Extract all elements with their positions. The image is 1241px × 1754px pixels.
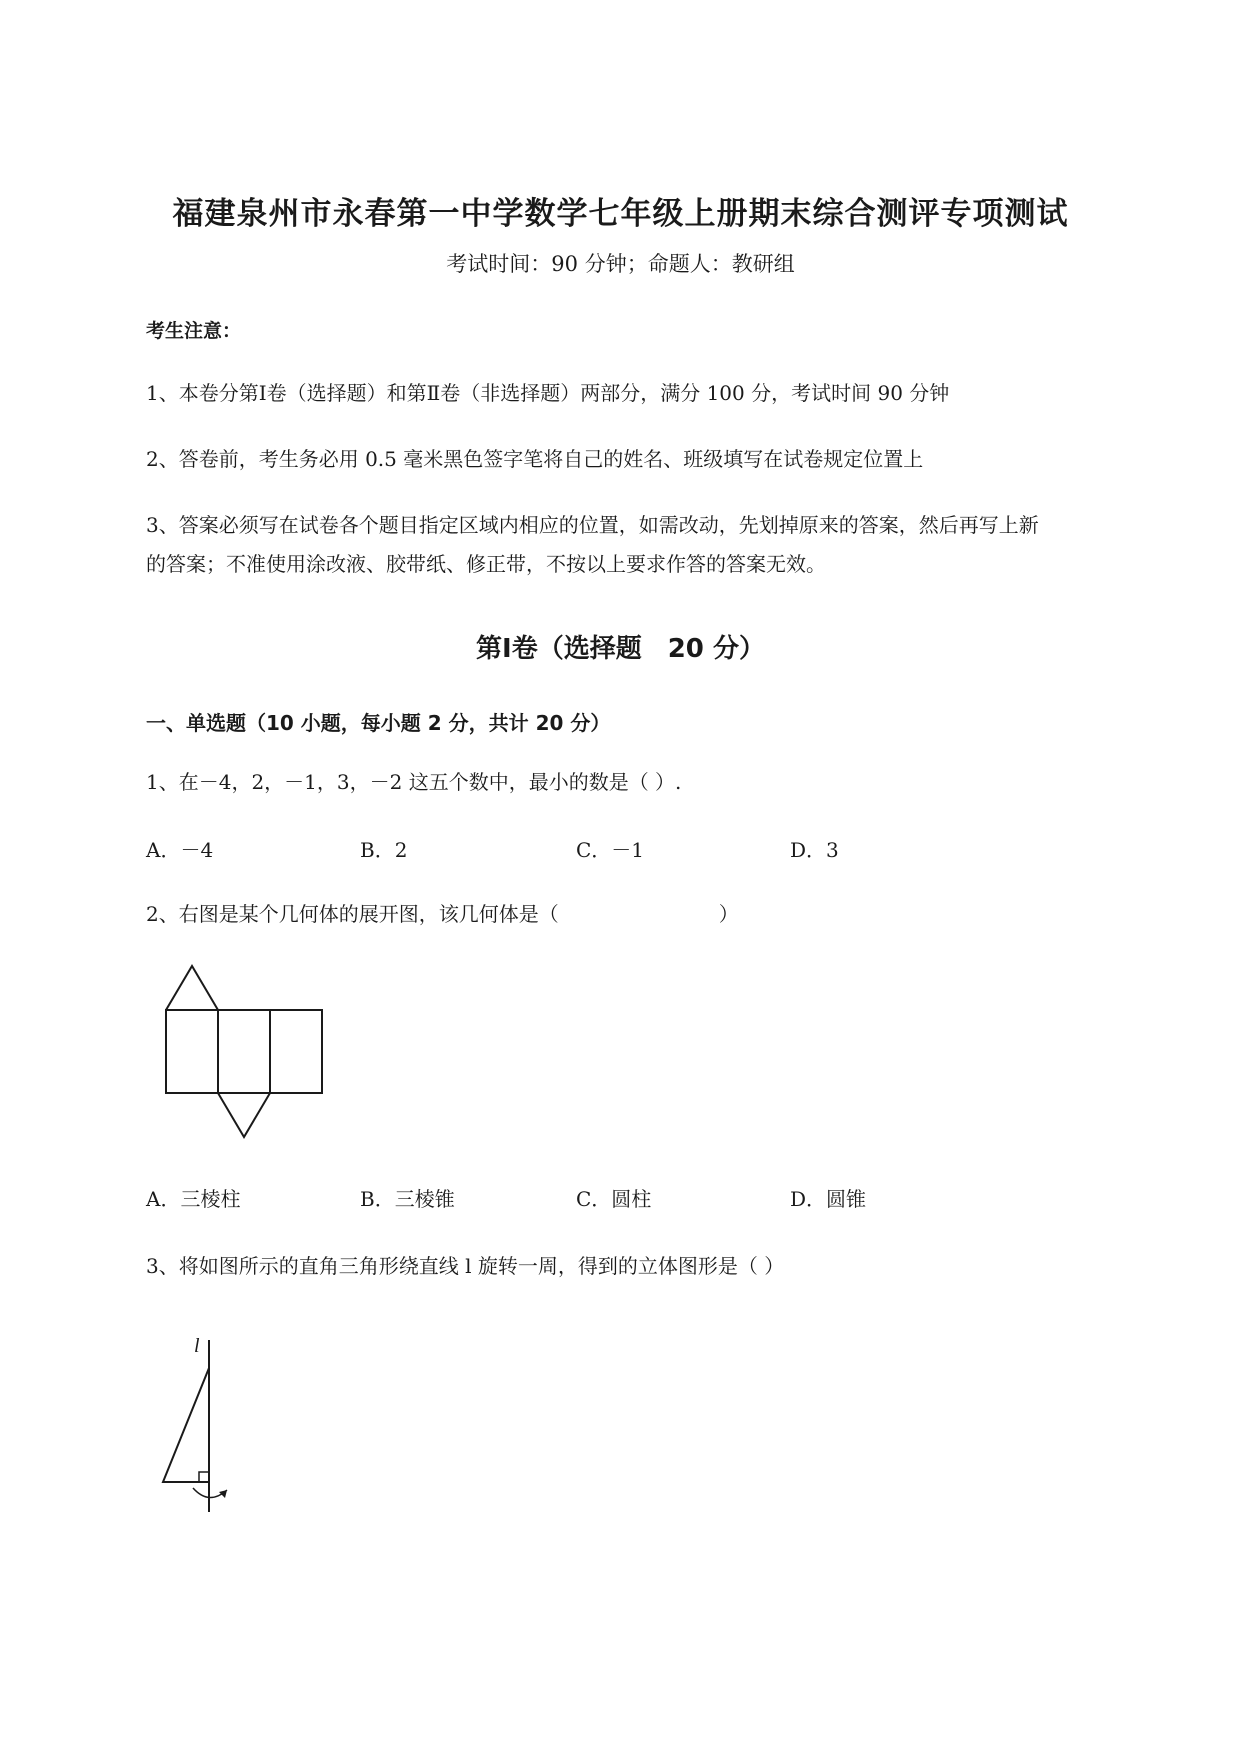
exam-subtitle: 考试时间：90 分钟；命题人：教研组 [446, 252, 795, 276]
section-title: 第Ⅰ卷（选择题 20 分） [476, 634, 765, 664]
axis-label-l: l [194, 1335, 200, 1357]
question-1-option-b[interactable]: B．2 [360, 838, 408, 862]
question-1-option-c[interactable]: C．－1 [576, 838, 645, 862]
question-2-option-a[interactable]: A．三棱柱 [146, 1187, 241, 1211]
question-3-stem: 3、将如图所示的直角三角形绕直线 l 旋转一周，得到的立体图形是（ ） [146, 1254, 785, 1278]
question-2-option-c[interactable]: C．圆柱 [576, 1187, 652, 1211]
question-1-option-a[interactable]: A．－4 [146, 838, 214, 862]
notice-item-2: 2、答卷前，考生务必用 0.5 毫米黑色签字笔将自己的姓名、班级填写在试卷规定位置上 [146, 447, 924, 471]
question-1-option-d[interactable]: D．3 [790, 838, 839, 862]
exam-title: 福建泉州市永春第一中学数学七年级上册期末综合测评专项测试 [172, 196, 1069, 232]
net-outline [166, 1010, 322, 1093]
rotation-arrowhead [219, 1490, 227, 1498]
notice-item-1: 1、本卷分第Ⅰ卷（选择题）和第Ⅱ卷（非选择题）两部分，满分 100 分，考试时间 90 分钟 [146, 381, 950, 405]
question-2-stem: 2、右图是某个几何体的展开图，该几何体是（ ） [146, 902, 739, 926]
notice-item-3-continued: 的答案；不准使用涂改液、胶带纸、修正带，不按以上要求作答的答案无效。 [146, 552, 826, 576]
question-2-option-b[interactable]: B．三棱锥 [360, 1187, 455, 1211]
notice-item-3: 3、答案必须写在试卷各个题目指定区域内相应的位置，如需改动，先划掉原来的答案，然后再写上新 [146, 513, 1039, 537]
question-2-option-d[interactable]: D．圆锥 [790, 1187, 867, 1211]
right-triangle [163, 1368, 209, 1482]
rotation-triangle-figure [155, 1330, 245, 1520]
question-1-stem: 1、在－4，2，－1，3，－2 这五个数中，最小的数是（ ）. [146, 770, 682, 794]
notice-heading: 考生注意： [146, 320, 242, 342]
right-angle-mark [199, 1472, 209, 1482]
prism-net-figure [160, 960, 330, 1145]
part-heading: 一、单选题（10 小题，每小题 2 分，共计 20 分） [146, 711, 611, 735]
net-bottom-triangle [218, 1093, 270, 1137]
net-top-triangle [166, 966, 218, 1010]
